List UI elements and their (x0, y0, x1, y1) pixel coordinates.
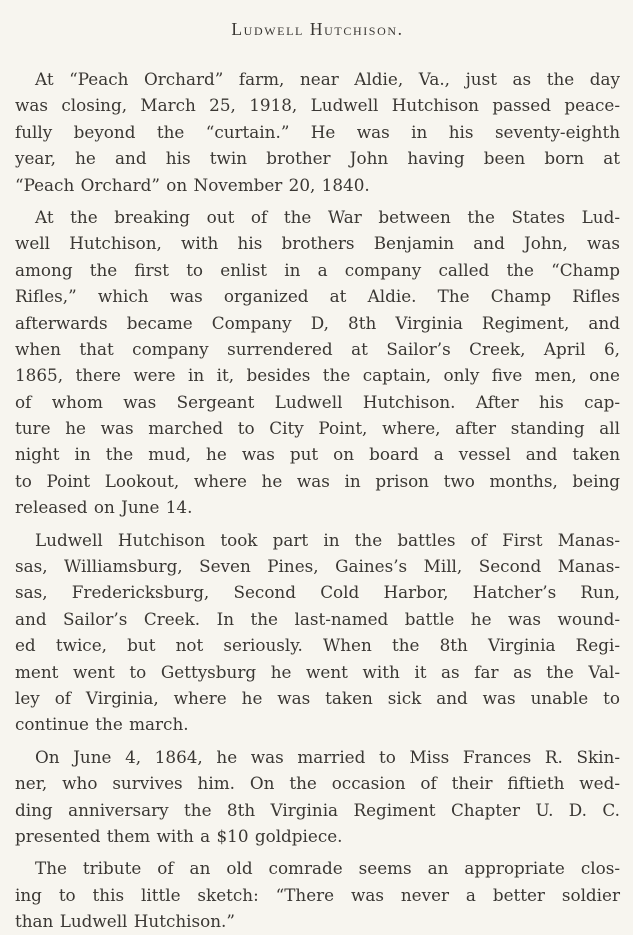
paragraph-3 (15, 527, 620, 738)
text-line: 1865, there were in it, besides the captain, only five men, one (15, 365, 620, 386)
text-line: presented them with a $10 goldpiece. (15, 825, 343, 846)
text-line: well Hutchison, with his brothers Benjamin and John, was (15, 233, 620, 254)
text-line: and Sailor’s Creek. In the last-named battle he was wound- (15, 608, 620, 629)
paragraph-5 (15, 855, 620, 934)
text-line: fully beyond the “curtain.” He was in his seventy-eighth (15, 121, 620, 142)
text-line: continue the march. (15, 714, 189, 735)
text-line: ed twice, but not seriously. When the 8th Virginia Regi- (15, 635, 620, 656)
text-line: sas, Fredericksburg, Second Cold Harbor, Hatcher’s Run, (15, 582, 620, 603)
text-line: among the first to enlist in a company called the “Champ (15, 259, 620, 280)
text-line: Rifles,” which was organized at Aldie. The Champ Rifles (15, 286, 620, 307)
text-line: was closing, March 25, 1918, Ludwell Hutchison passed peace- (15, 95, 620, 116)
text-line: On June 4, 1864, he was married to Miss Frances R. Skin- (35, 746, 620, 767)
text-line: year, he and his twin brother John having been born at (15, 148, 620, 169)
text-line: ing to this little sketch: “There was never a better soldier (15, 884, 620, 905)
text-line: “Peach Orchard” on November 20, 1840. (15, 174, 370, 195)
text-line: sas, Williamsburg, Seven Pines, Gaines’s Mill, Second Manas- (15, 556, 620, 577)
text-line: The tribute of an old comrade seems an appropriate clos- (35, 858, 620, 879)
text-line: to Point Lookout, where he was in prison two months, being (15, 470, 620, 491)
text-line: night in the mud, he was put on board a vessel and taken (15, 444, 620, 465)
text-line: than Ludwell Hutchison.” (15, 911, 235, 932)
text-line: ding anniversary the 8th Virginia Regiment Chapter U. D. C. (15, 799, 620, 820)
text-line: ley of Virginia, where he was taken sick and was unable to (15, 687, 620, 708)
paragraph-2 (15, 204, 620, 521)
text-line: At the breaking out of the War between the States Lud- (35, 206, 620, 227)
text-line: At “Peach Orchard” farm, near Aldie, Va., just as the day (35, 69, 620, 89)
text-line: when that company surrendered at Sailor’s Creek, April 6, (15, 338, 620, 359)
text-line: released on June 14. (15, 497, 193, 518)
paragraph-4 (15, 744, 620, 850)
text-line: ner, who survives him. On the occasion of their fiftieth wed- (15, 773, 620, 794)
page-title: Ludwell Hutchison. (231, 19, 404, 39)
text-line: ture he was marched to City Point, where, after standing all (15, 418, 620, 439)
text-line: Ludwell Hutchison took part in the battles of First Manas- (35, 529, 620, 550)
text-line: afterwards became Company D, 8th Virginia Regiment, and (15, 312, 620, 333)
paragraph-1 (15, 66, 620, 198)
text-line: ment went to Gettysburg he went with it as far as the Val- (15, 661, 620, 682)
text-line: of whom was Sergeant Ludwell Hutchison. After his cap- (15, 391, 620, 412)
